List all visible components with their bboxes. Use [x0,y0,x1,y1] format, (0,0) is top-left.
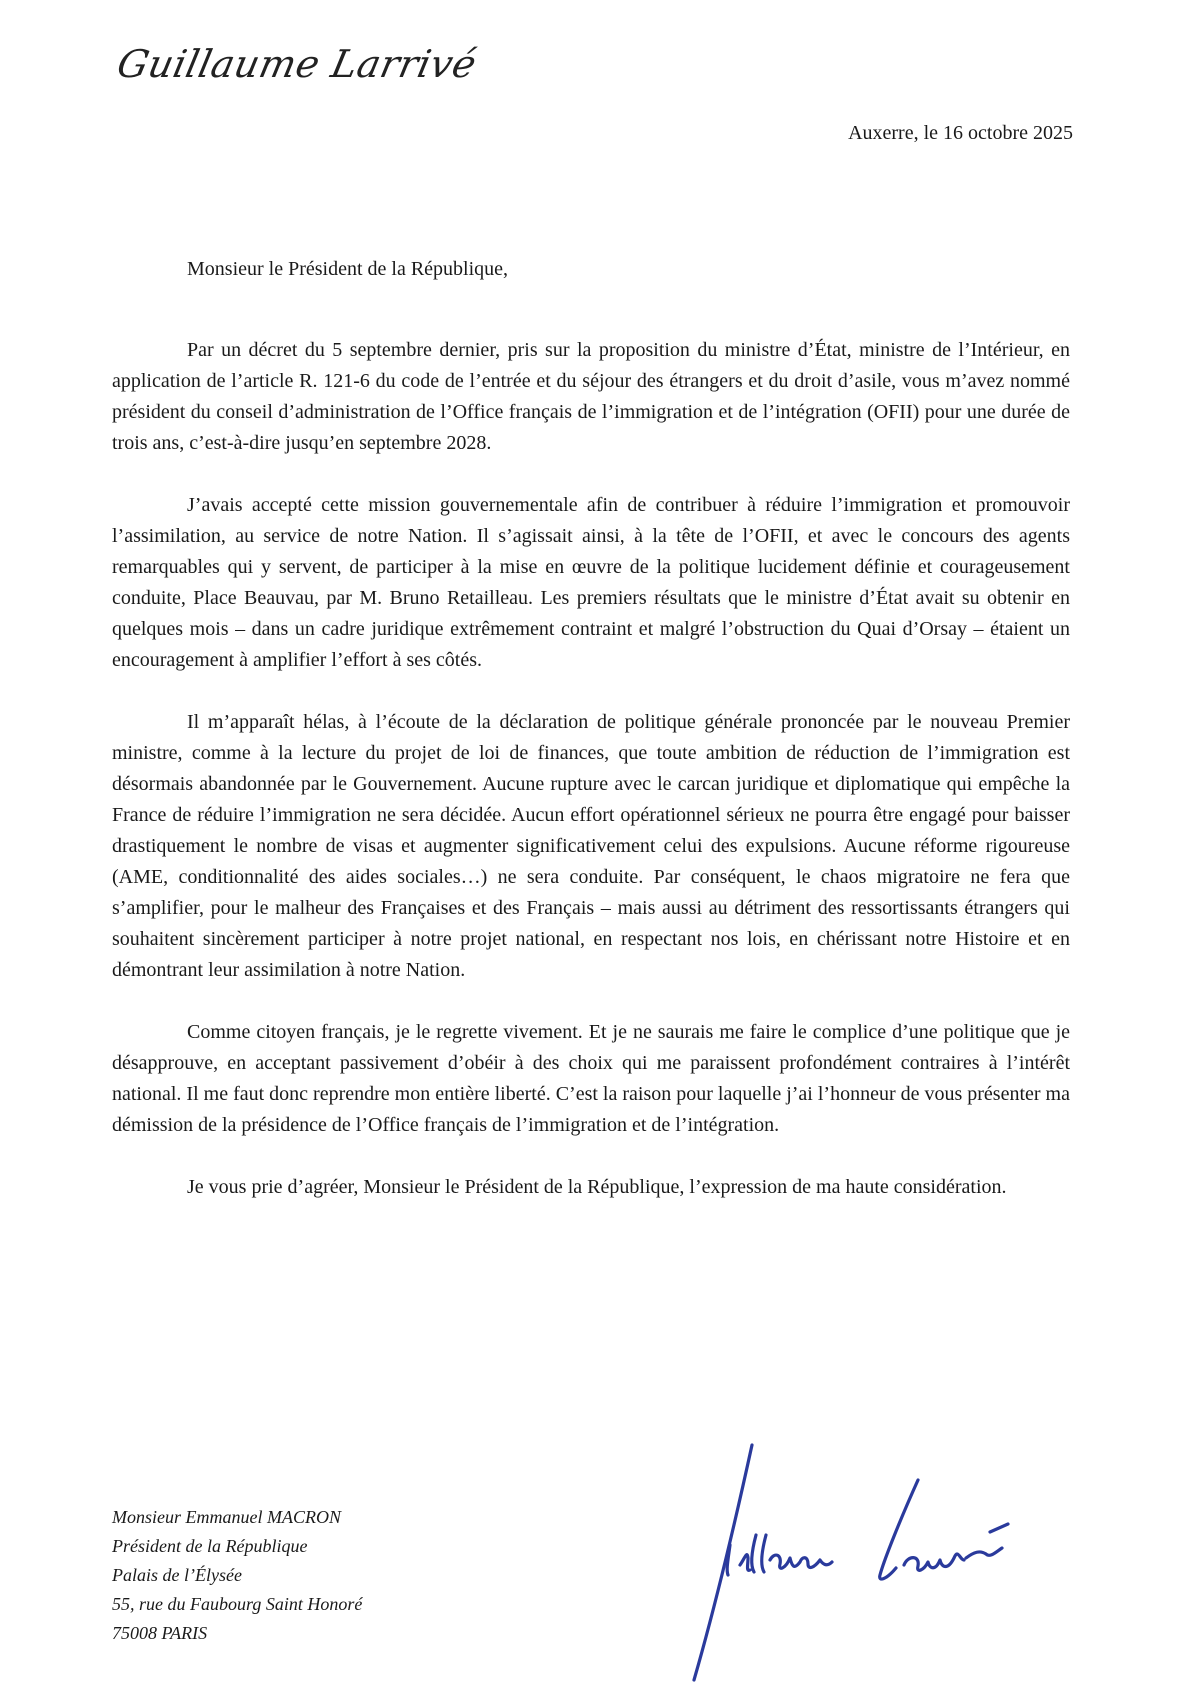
recipient-address [112,1503,362,1648]
salutation: Monsieur le Président de la République, [187,258,509,280]
place-date: Auxerre, le 16 octobre 2025 [848,122,1073,144]
recipient-title: Président de la République [112,1536,308,1556]
paragraph-resignation: Comme citoyen français, je le regrette vivement. Et je ne saurais me faire le complice d’une politique que je désapprouve, en acceptant passivement d’obéir à des choix qui me paraissent profondément contraires à l’intérêt national. Il me faut donc reprendre mon entière liberté. C’est la raison pour laquelle j’ai l’honneur de vous présenter ma démission de la présidence de l’Office français de l’immigration et de l’intégration. [112,1021,1070,1136]
recipient-building: Palais de l’Élysée [112,1565,242,1585]
paragraph-appointment: Par un décret du 5 septembre dernier, pris sur la proposition du ministre d’État, ministre de l’Intérieur, en application de l’article R. 121-6 du code de l’entrée et du séjour des étrangers et du droit d’asile, vous m’avez nommé président du conseil d’administration de l’Office français de l’immigration et de l’intégration (OFII) pour une durée de trois ans, c’est-à-dire jusqu’en septembre 2028. [112,339,1070,454]
paragraph-closing: Je vous prie d’agréer, Monsieur le Président de la République, l’expression de ma haute considération. [187,1176,1007,1198]
paragraph-mission: J’avais accepté cette mission gouvernementale afin de contribuer à réduire l’immigration et promouvoir l’assimilation, au service de notre Nation. Il s’agissait ainsi, à la tête de l’OFII, et avec le concours des agents remarquables qui y servent, de participer à la mise en œuvre de la politique lucidement définie et courageusement conduite, Place Beauvau, par M. Bruno Retailleau. Les premiers résultats que le ministre d’État avait su obtenir en quelques mois – dans un cadre juridique extrêmement contraint et malgré l’obstruction du Quai d’Orsay – étaient un encouragement à amplifier l’effort à ses côtés. [112,494,1070,671]
letter-body [112,335,1070,1234]
letterhead-name: Guillaume Larrivé [113,42,481,86]
recipient-street: 55, rue du Faubourg Saint Honoré [112,1594,363,1614]
recipient-city: 75008 PARIS [112,1623,208,1643]
paragraph-policy: Il m’apparaît hélas, à l’écoute de la déclaration de politique générale prononcée par le nouveau Premier ministre, comme à la lecture du projet de loi de finances, que toute ambition de réduction de l’immigration est désormais abandonnée par le Gouvernement. Aucune rupture avec le carcan juridique et diplomatique qui empêche la France de réduire l’immigration ne sera décidée. Aucun effort opérationnel sérieux ne pourra être engagé pour baisser drastiquement le nombre de visas et augmenter significativement celui des expulsions. Aucune réforme rigoureuse (AME, conditionnalité des aides sociales…) ne sera conduite. Par conséquent, le chaos migratoire ne fera que s’amplifier, pour le malheur des Françaises et des Français – mais aussi au détriment des ressortissants étrangers qui souhaitent sincèrement participer à notre projet national, en respectant nos lois, en chérissant notre Histoire et en démontrant leur assimilation à notre Nation. [112,711,1070,981]
recipient-name: Monsieur Emmanuel MACRON [112,1507,341,1527]
handwritten-signature [690,1440,1080,1690]
